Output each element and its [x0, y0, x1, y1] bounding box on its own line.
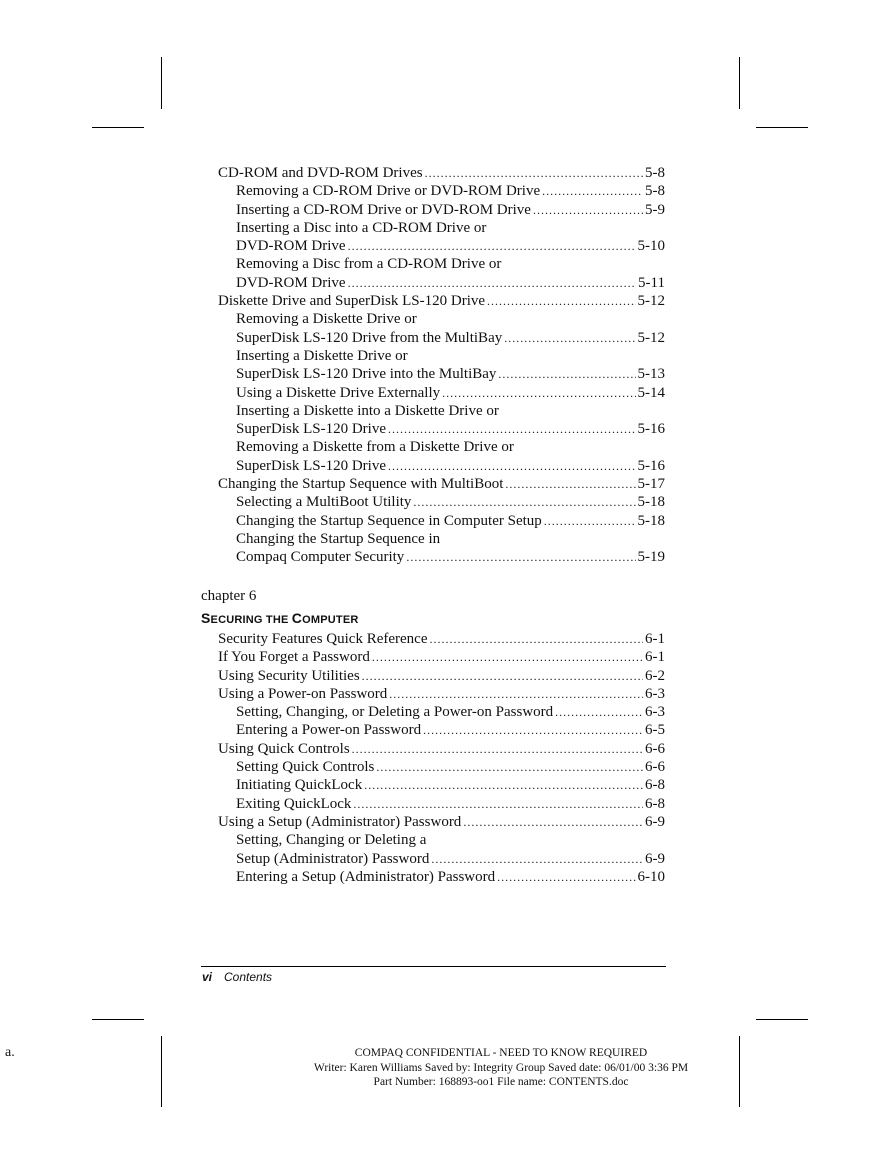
- toc-entry-title: Using Security Utilities: [218, 667, 360, 684]
- dot-leader: [430, 632, 644, 647]
- toc-entry-title: Setting, Changing or Deleting a: [236, 832, 427, 849]
- toc-entry: [218, 869, 665, 887]
- toc-entry: [218, 458, 665, 476]
- toc-entry: [218, 814, 665, 832]
- toc-entry: [218, 704, 665, 722]
- toc-section-chapter-5: [218, 165, 665, 568]
- dot-leader: [406, 550, 635, 565]
- toc-entry-title: Changing the Startup Sequence in: [236, 530, 441, 547]
- dot-leader: [542, 184, 643, 199]
- dot-leader: [431, 852, 643, 867]
- toc-entry-title: DVD-ROM Drive: [236, 238, 346, 255]
- toc-entry-page: 5-11: [638, 274, 665, 291]
- dot-leader: [533, 203, 643, 218]
- dot-leader: [389, 687, 643, 702]
- dot-leader: [413, 495, 635, 510]
- toc-entry-title: Using a Diskette Drive Externally: [236, 384, 441, 401]
- toc-entry-title: Setup (Administrator) Password: [236, 850, 430, 867]
- toc-entry-page: 6-1: [645, 649, 665, 666]
- toc-entry-title: Setting, Changing, or Deleting a Power-on Password: [236, 704, 554, 721]
- toc-entry: [218, 686, 665, 704]
- toc-entry: [218, 494, 665, 512]
- toc-entry-title: SuperDisk LS-120 Drive into the MultiBay: [236, 366, 497, 383]
- dot-leader: [423, 723, 643, 738]
- toc-entry: [218, 549, 665, 567]
- toc-entry-title: CD-ROM and DVD-ROM Drives: [218, 165, 423, 181]
- dot-leader: [362, 669, 643, 684]
- dot-leader: [487, 294, 635, 309]
- toc-entry: [218, 777, 665, 795]
- toc-entry-title: Compaq Computer Security: [236, 549, 405, 566]
- crop-mark: [161, 57, 162, 109]
- chapter-title: [201, 610, 359, 626]
- toc-entry-page: 6-3: [645, 704, 665, 721]
- dot-leader: [353, 797, 643, 812]
- dot-leader: [372, 650, 643, 665]
- toc-entry-page: 5-9: [645, 201, 665, 218]
- confidential-block: [201, 1046, 801, 1090]
- dot-leader: [505, 477, 635, 492]
- dot-leader: [544, 514, 636, 529]
- dot-leader: [442, 386, 635, 401]
- dot-leader: [555, 705, 643, 720]
- toc-entry: [218, 165, 665, 183]
- toc-entry-page: 6-9: [645, 813, 665, 830]
- toc-entry-title: Removing a Diskette Drive or: [236, 311, 417, 328]
- toc-entry-page: 5-12: [637, 329, 665, 346]
- toc-entry-page: 6-5: [645, 722, 665, 739]
- toc-entry-title: Using a Power-on Password: [218, 685, 388, 702]
- toc-entry: [218, 722, 665, 740]
- toc-entry-page: 6-6: [645, 759, 665, 776]
- toc-entry-page: 6-8: [645, 777, 665, 794]
- toc-entry: [218, 668, 665, 686]
- crop-mark: [92, 1019, 144, 1020]
- toc-entry-page: 5-14: [637, 384, 665, 401]
- toc-entry-title: Removing a Diskette from a Diskette Drive or: [236, 439, 514, 456]
- toc-entry-title: SuperDisk LS-120 Drive from the MultiBay: [236, 329, 503, 346]
- dot-leader: [497, 870, 635, 885]
- dot-leader: [388, 422, 636, 437]
- toc-entry-page: 6-8: [645, 795, 665, 812]
- footer-page-number: vi: [202, 970, 213, 984]
- toc-entry: [218, 385, 665, 403]
- toc-entry: [218, 311, 665, 329]
- toc-entry-page: 5-16: [637, 421, 665, 438]
- crop-mark: [92, 127, 144, 128]
- toc-entry-title: Selecting a MultiBoot Utility: [236, 494, 412, 511]
- dot-leader: [504, 331, 635, 346]
- chapter-title-part: C: [291, 610, 303, 626]
- crop-mark: [161, 1036, 162, 1107]
- toc-entry-page: 5-12: [637, 293, 665, 310]
- toc-entry-page: 6-1: [645, 631, 665, 647]
- toc-entry-title: Entering a Power-on Password: [236, 722, 422, 739]
- toc-entry-title: Inserting a Disc into a CD-ROM Drive or: [236, 219, 487, 236]
- toc-entry-title: Initiating QuickLock: [236, 777, 363, 794]
- dot-leader: [364, 778, 643, 793]
- toc-entry-title: Exiting QuickLock: [236, 795, 352, 812]
- toc-entry-page: 5-10: [637, 238, 665, 255]
- toc-entry: [218, 183, 665, 201]
- toc-entry: [218, 293, 665, 311]
- toc-entry: [218, 421, 665, 439]
- toc-entry: [218, 531, 665, 549]
- toc-entry-title: Inserting a Diskette into a Diskette Drive or: [236, 402, 499, 419]
- toc-entry: [218, 330, 665, 348]
- toc-entry-page: 5-16: [637, 457, 665, 474]
- toc-entry-title: Inserting a Diskette Drive or: [236, 347, 408, 364]
- toc-entry-page: 6-6: [645, 740, 665, 757]
- toc-entry: [218, 439, 665, 457]
- toc-entry-title: Entering a Setup (Administrator) Password: [236, 868, 496, 885]
- toc-entry: [218, 832, 665, 850]
- toc-entry-title: Changing the Startup Sequence with MultiBoot: [218, 476, 504, 493]
- toc-entry: [218, 238, 665, 256]
- dot-leader: [348, 276, 636, 291]
- toc-entry-title: Changing the Startup Sequence in Computer Setup: [236, 512, 542, 529]
- chapter-label: chapter 6: [201, 588, 257, 604]
- margin-note: a.: [5, 1045, 15, 1060]
- writer-line: Writer: Karen Williams Saved by: Integrity Group Saved date: 06/01/00 3:36 PM: [313, 1061, 689, 1074]
- dot-leader: [352, 742, 643, 757]
- crop-mark: [739, 57, 740, 109]
- confidential-line: COMPAQ CONFIDENTIAL - NEED TO KNOW REQUIRED: [354, 1047, 648, 1059]
- toc-entry-page: 5-13: [637, 366, 665, 383]
- toc-entry-title: SuperDisk LS-120 Drive: [236, 421, 386, 438]
- toc-entry-title: Inserting a CD-ROM Drive or DVD-ROM Drive: [236, 201, 531, 218]
- crop-mark: [756, 127, 808, 128]
- toc-entry-page: 5-8: [645, 183, 665, 200]
- footer-rule: [201, 966, 666, 967]
- toc-entry: [218, 649, 665, 667]
- toc-entry-title: DVD-ROM Drive: [236, 274, 346, 291]
- toc-entry: [218, 631, 665, 649]
- toc-entry: [218, 851, 665, 869]
- toc-entry-page: 6-2: [645, 667, 665, 684]
- toc-entry: [218, 220, 665, 238]
- toc-entry-title: Security Features Quick Reference: [218, 631, 428, 647]
- dot-leader: [425, 166, 643, 181]
- toc-entry: [218, 741, 665, 759]
- toc-entry: [218, 202, 665, 220]
- toc-entry-title: If You Forget a Password: [218, 649, 370, 666]
- footer-section: Contents: [224, 970, 273, 984]
- toc-entry: [218, 348, 665, 366]
- part-number-line: Part Number: 168893-oo1 File name: CONTENTS.doc: [373, 1076, 629, 1088]
- toc-entry: [218, 513, 665, 531]
- toc-entry: [218, 476, 665, 494]
- chapter-title-part: ECURING THE: [210, 614, 292, 626]
- toc-entry-title: Using a Setup (Administrator) Password: [218, 813, 462, 830]
- toc-entry-title: Removing a Disc from a CD-ROM Drive or: [236, 256, 502, 273]
- toc-entry: [218, 403, 665, 421]
- toc-entry-title: Removing a CD-ROM Drive or DVD-ROM Drive: [236, 183, 541, 200]
- toc-entry-page: 5-8: [645, 165, 665, 181]
- dot-leader: [498, 367, 635, 382]
- toc-entry-title: Setting Quick Controls: [236, 759, 375, 776]
- chapter-title-part: OMPUTER: [302, 614, 359, 626]
- dot-leader: [463, 815, 643, 830]
- toc-entry-page: 6-10: [637, 868, 665, 885]
- dot-leader: [376, 760, 643, 775]
- toc-entry-page: 6-9: [645, 850, 665, 867]
- crop-mark: [756, 1019, 808, 1020]
- dot-leader: [388, 459, 636, 474]
- toc-entry-title: Diskette Drive and SuperDisk LS-120 Drive: [218, 293, 486, 310]
- toc-entry-page: 6-3: [645, 685, 665, 702]
- dot-leader: [348, 239, 636, 254]
- toc-entry-page: 5-18: [637, 494, 665, 511]
- toc-entry-page: 5-18: [637, 512, 665, 529]
- toc-entry: [218, 275, 665, 293]
- toc-entry-title: SuperDisk LS-120 Drive: [236, 457, 386, 474]
- toc-entry: [218, 366, 665, 384]
- toc-entry: [218, 796, 665, 814]
- toc-entry-page: 5-17: [637, 476, 665, 493]
- toc-entry: [218, 256, 665, 274]
- chapter-title-part: S: [201, 610, 211, 626]
- page-footer: [202, 970, 272, 984]
- toc-entry-title: Using Quick Controls: [218, 740, 350, 757]
- toc-entry: [218, 759, 665, 777]
- toc-section-chapter-6: [218, 631, 665, 887]
- toc-entry-page: 5-19: [637, 549, 665, 566]
